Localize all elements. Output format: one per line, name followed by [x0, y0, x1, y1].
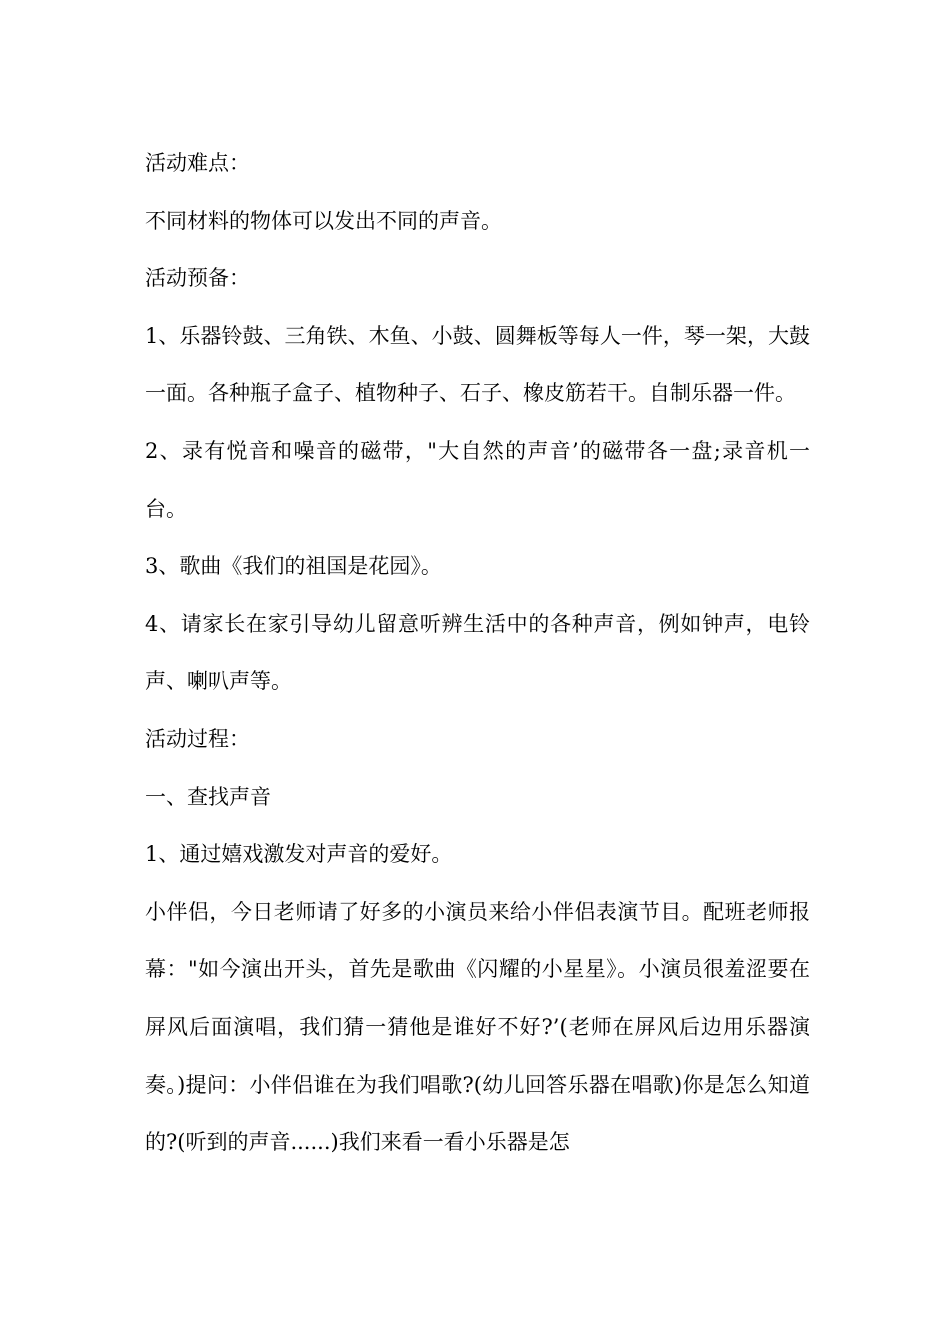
paragraph-prep-item-2: 2、录有悦音和噪音的磁带，"大自然的声音’的磁带各一盘;录音机一台。: [145, 438, 810, 521]
subsection-heading-find-sound: 一、查找声音: [145, 784, 271, 809]
section-heading-difficulty: 活动难点：: [145, 151, 250, 175]
document-body: [145, 135, 810, 1172]
paragraph-prep-item-1: 1、乐器铃鼓、三角铁、木鱼、小鼓、圆舞板等每人一件，琴一架，大鼓一面。各种瓶子盒子、植物种子、石子、橡皮筋若干。自制乐器一件。: [145, 323, 810, 406]
paragraph-prep-item-3: 3、歌曲《我们的祖国是花园》。: [145, 554, 442, 579]
paragraph-difficulty: 不同材料的物体可以发出不同的声音。: [145, 208, 502, 233]
paragraph-prep-item-4: 4、请家长在家引导幼儿留意听辨生活中的各种声音，例如钟声，电铃声、喇叭声等。: [145, 611, 810, 694]
section-heading-preparation: 活动预备：: [145, 266, 250, 291]
paragraph-process-step-1: 1、通过嬉戏激发对声音的爱好。: [145, 842, 453, 867]
section-heading-process: 活动过程：: [145, 726, 250, 751]
paragraph-process-narrative: 小伴侣，今日老师请了好多的小演员来给小伴侣表演节目。配班老师报幕："如今演出开头，首先是歌曲《闪耀的小星星》。小演员很羞涩要在屏风后面演唱，我们猜一猜他是谁好不好?’(老师在屏风后边用乐器演奏。)提问：小伴侣谁在为我们唱歌?(幼儿回答乐器在唱歌)你是怎么知道的?(听到的声音......)我们来看一看小乐器是怎: [145, 899, 810, 1155]
